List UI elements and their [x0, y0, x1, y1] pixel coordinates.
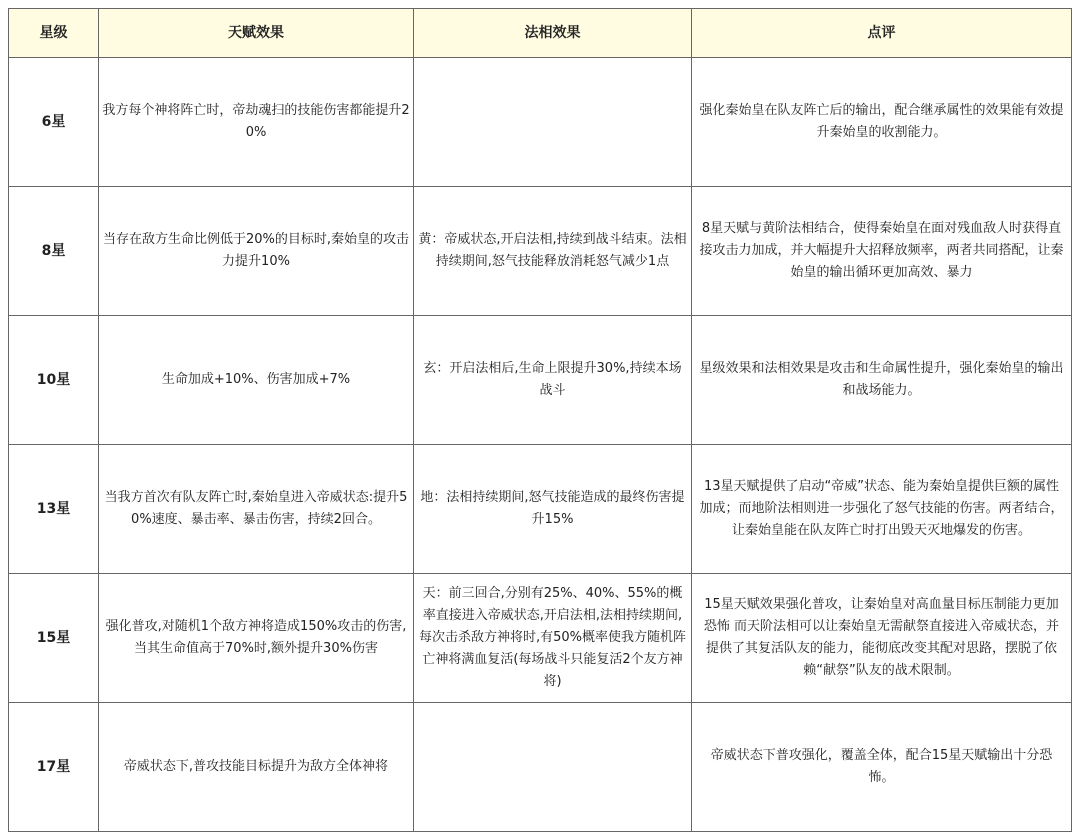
table-row [9, 58, 1072, 187]
talent-effect-cell: 强化普攻,对随机1个敌方神将造成150%攻击的伤害,当其生命值高于70%时,额外提升30%伤害 [99, 574, 414, 703]
comment-cell: 8星天赋与黄阶法相结合，使得秦始皇在面对残血敌人时获得直接攻击力加成，并大幅提升大招释放频率，两者共同搭配，让秦始皇的输出循环更加高效、暴力 [692, 187, 1072, 316]
header-star-level: 星级 [9, 9, 99, 58]
header-talent-effect: 天赋效果 [99, 9, 414, 58]
star-level-cell: 6星 [9, 58, 99, 187]
table-row [9, 316, 1072, 445]
star-level-cell: 13星 [9, 445, 99, 574]
dharma-effect-cell: 天：前三回合,分别有25%、40%、55%的概率直接进入帝威状态,开启法相,法相持续期间,每次击杀敌方神将时,有50%概率使我方随机阵亡神将满血复活(每场战斗只能复活2个友方神将) [414, 574, 692, 703]
star-level-cell: 10星 [9, 316, 99, 445]
header-dharma-effect: 法相效果 [414, 9, 692, 58]
dharma-effect-cell: 黄：帝威状态,开启法相,持续到战斗结束。法相持续期间,怒气技能释放消耗怒气减少1点 [414, 187, 692, 316]
star-level-cell: 17星 [9, 703, 99, 832]
dharma-effect-cell: 地：法相持续期间,怒气技能造成的最终伤害提升15% [414, 445, 692, 574]
talent-effect-cell: 当存在敌方生命比例低于20%的目标时,秦始皇的攻击力提升10% [99, 187, 414, 316]
star-level-cell: 15星 [9, 574, 99, 703]
table-header-row [9, 9, 1072, 58]
table-row [9, 574, 1072, 703]
talent-effect-cell: 当我方首次有队友阵亡时,秦始皇进入帝威状态:提升50%速度、暴击率、暴击伤害，持续2回合。 [99, 445, 414, 574]
star-level-cell: 8星 [9, 187, 99, 316]
comment-cell: 强化秦始皇在队友阵亡后的输出，配合继承属性的效果能有效提升秦始皇的收割能力。 [692, 58, 1072, 187]
dharma-effect-cell: 玄：开启法相后,生命上限提升30%,持续本场战斗 [414, 316, 692, 445]
dharma-effect-cell [414, 58, 692, 187]
table-row [9, 703, 1072, 832]
comment-cell: 15星天赋效果强化普攻，让秦始皇对高血量目标压制能力更加恐怖 而天阶法相可以让秦始皇无需献祭直接进入帝威状态，并提供了其复活队友的能力，能彻底改变其配对思路，摆脱了依赖“献祭”队友的战术限制。 [692, 574, 1072, 703]
comment-cell: 星级效果和法相效果是攻击和生命属性提升，强化秦始皇的输出和战场能力。 [692, 316, 1072, 445]
dharma-effect-cell [414, 703, 692, 832]
comment-cell: 13星天赋提供了启动“帝威”状态、能为秦始皇提供巨额的属性加成；而地阶法相则进一步强化了怒气技能的伤害。两者结合，让秦始皇能在队友阵亡时打出毁天灭地爆发的伤害。 [692, 445, 1072, 574]
star-talent-table [8, 8, 1072, 832]
talent-effect-cell: 生命加成+10%、伤害加成+7% [99, 316, 414, 445]
talent-effect-cell: 帝威状态下,普攻技能目标提升为敌方全体神将 [99, 703, 414, 832]
table-row [9, 187, 1072, 316]
talent-effect-cell: 我方每个神将阵亡时，帝劫魂扫的技能伤害都能提升20% [99, 58, 414, 187]
comment-cell: 帝威状态下普攻强化，覆盖全体，配合15星天赋输出十分恐怖。 [692, 703, 1072, 832]
table-row [9, 445, 1072, 574]
header-comment: 点评 [692, 9, 1072, 58]
